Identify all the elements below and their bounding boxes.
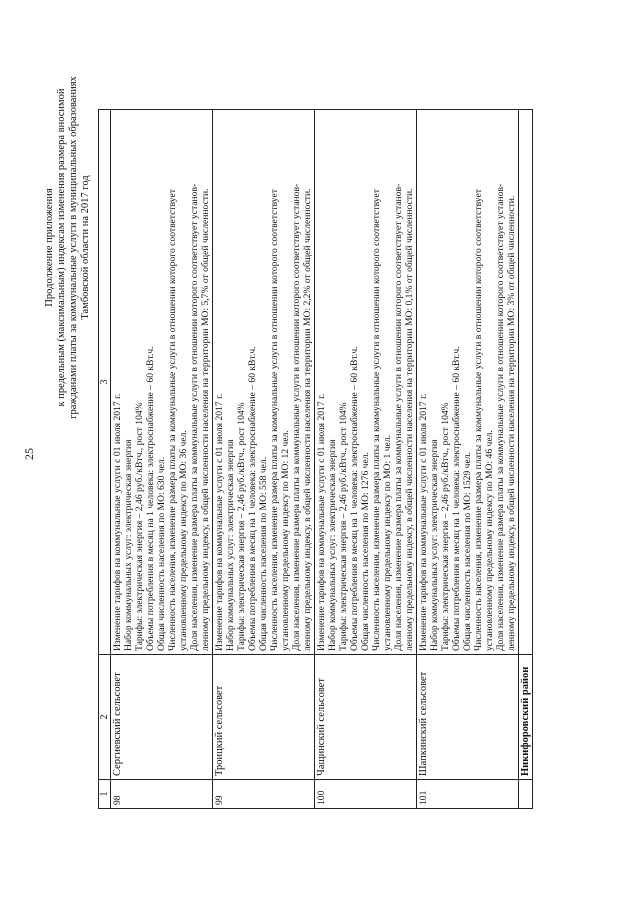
header-line: гражданами платы за коммунальные услуги в муниципальных образованиях (68, 76, 79, 419)
detail-line: Доля населения, изменение размера платы за коммунальные услуги в отношении которого соответствует установ- (291, 183, 302, 651)
table-row (213, 110, 315, 809)
detail-line: установленному предельному индексу по МО: 46 чел. (484, 430, 495, 651)
detail-line: установленному предельному индексу по МО: 1 чел. (382, 434, 393, 651)
detail-line: Набор коммунальных услуг: электрическая энергия (123, 439, 134, 651)
header-line: Тамбовской области на 2017 год (80, 175, 91, 320)
detail-line: Объемы потребления в месяц на 1 человека: электроснабжение – 60 кВт.ч. (451, 346, 462, 651)
table-row (417, 110, 519, 809)
row-number: 101 (417, 780, 519, 809)
row-number: 100 (315, 780, 417, 809)
detail-line: ленному предельному индексу, в общей численности населения на территории МО: 2,2% от общей численности. (302, 188, 313, 651)
page-number: 25 (22, 448, 36, 460)
municipality-name: Троицкий сельсовет (213, 655, 315, 780)
row-details (417, 110, 519, 655)
empty-cell (519, 110, 533, 655)
detail-line: ленному предельному индексу, в общей численности населения на территории МО: 3% от общей численности. (506, 195, 517, 651)
table-row (315, 110, 417, 809)
detail-line: Численность населения, изменение размера платы за коммунальные услуги в отношении которого соответствует (269, 189, 280, 651)
detail-line: Объемы потребления в месяц на 1 человека: электроснабжение – 60 кВт.ч. (349, 346, 360, 651)
detail-line: Общая численность населения по МО: 630 чел. (156, 456, 167, 651)
detail-line: Доля населения, изменение размера платы за коммунальные услуги в отношении которого соответствует установ- (495, 183, 506, 651)
detail-line: Объемы потребления в месяц на 1 человека: электроснабжение – 60 кВт.ч. (247, 346, 258, 651)
detail-line: Численность населения, изменение размера платы за коммунальные услуги в отношении которого соответствует (167, 189, 178, 651)
detail-line: Тарифы: электрическая энергия – 2,46 руб./кВтч., рост 104% (134, 402, 145, 651)
municipality-name: Сергиевский сельсовет (111, 655, 213, 780)
column-header: 3 (99, 110, 111, 655)
district-row (519, 110, 533, 809)
municipality-name: Шапкинский сельсовет (417, 655, 519, 780)
detail-line: ленному предельному индексу, в общей численности населения на территории МО: 5,7% от общей численности. (200, 188, 211, 651)
column-header: 1 (99, 780, 111, 809)
detail-line: Изменение тарифов на коммунальные услуги с 01 июля 2017 г. (316, 393, 327, 651)
detail-line: Изменение тарифов на коммунальные услуги с 01 июля 2017 г. (418, 393, 429, 651)
row-number: 98 (111, 780, 213, 809)
detail-line: Набор коммунальных услуг: электрическая энергия (225, 439, 236, 651)
row-number: 99 (213, 780, 315, 809)
detail-line: Тарифы: электрическая энергия – 2,46 руб./кВтч., рост 104% (440, 402, 451, 651)
row-details (315, 110, 417, 655)
detail-line: Набор коммунальных услуг: электрическая энергия (429, 439, 440, 651)
detail-line: установленному предельному индексу по МО: 36 чел. (178, 430, 189, 651)
column-header-row (99, 110, 111, 809)
detail-line: Изменение тарифов на коммунальные услуги с 01 июля 2017 г. (214, 393, 225, 651)
detail-line: Объемы потребления в месяц на 1 человека: электроснабжение – 60 кВт.ч. (145, 346, 156, 651)
district-name: Никифоровский район (519, 655, 533, 780)
detail-line: Численность населения, изменение размера платы за коммунальные услуги в отношении которого соответствует (473, 189, 484, 651)
row-details (111, 110, 213, 655)
data-table (98, 109, 533, 809)
detail-line: Общая численность населения по МО: 1276 чел. (360, 452, 371, 651)
table-row (111, 110, 213, 809)
header-line: Продолжение приложения (44, 188, 55, 307)
detail-line: Доля населения, изменение размера платы за коммунальные услуги в отношении которого соответствует установ- (189, 183, 200, 651)
detail-line: Тарифы: электрическая энергия – 2,46 руб./кВтч., рост 104% (338, 402, 349, 651)
municipality-name: Чащинский сельсовет (315, 655, 417, 780)
detail-line: Общая численность населения по МО: 1529 чел. (462, 452, 473, 651)
detail-line: Доля населения, изменение размера платы за коммунальные услуги в отношении которого соответствует установ- (393, 183, 404, 651)
detail-line: Численность населения, изменение размера платы за коммунальные услуги в отношении которого соответствует (371, 189, 382, 651)
column-header: 2 (99, 655, 111, 780)
detail-line: Изменение тарифов на коммунальные услуги с 01 июля 2017 г. (112, 393, 123, 651)
detail-line: Тарифы: электрическая энергия – 2,46 руб./кВтч., рост 104% (236, 402, 247, 651)
detail-line: ленному предельному индексу, в общей численности населения на территории МО: 0,1% от общей численности. (404, 188, 415, 651)
header-line: к предельным (максимальным) индексам изменения размера вносимой (56, 88, 67, 407)
detail-line: Общая численность населения по МО: 558 чел. (258, 456, 269, 651)
empty-cell (519, 780, 533, 809)
detail-line: Набор коммунальных услуг: электрическая энергия (327, 439, 338, 651)
row-details (213, 110, 315, 655)
detail-line: установленному предельному индексу по МО: 12 чел. (280, 430, 291, 651)
